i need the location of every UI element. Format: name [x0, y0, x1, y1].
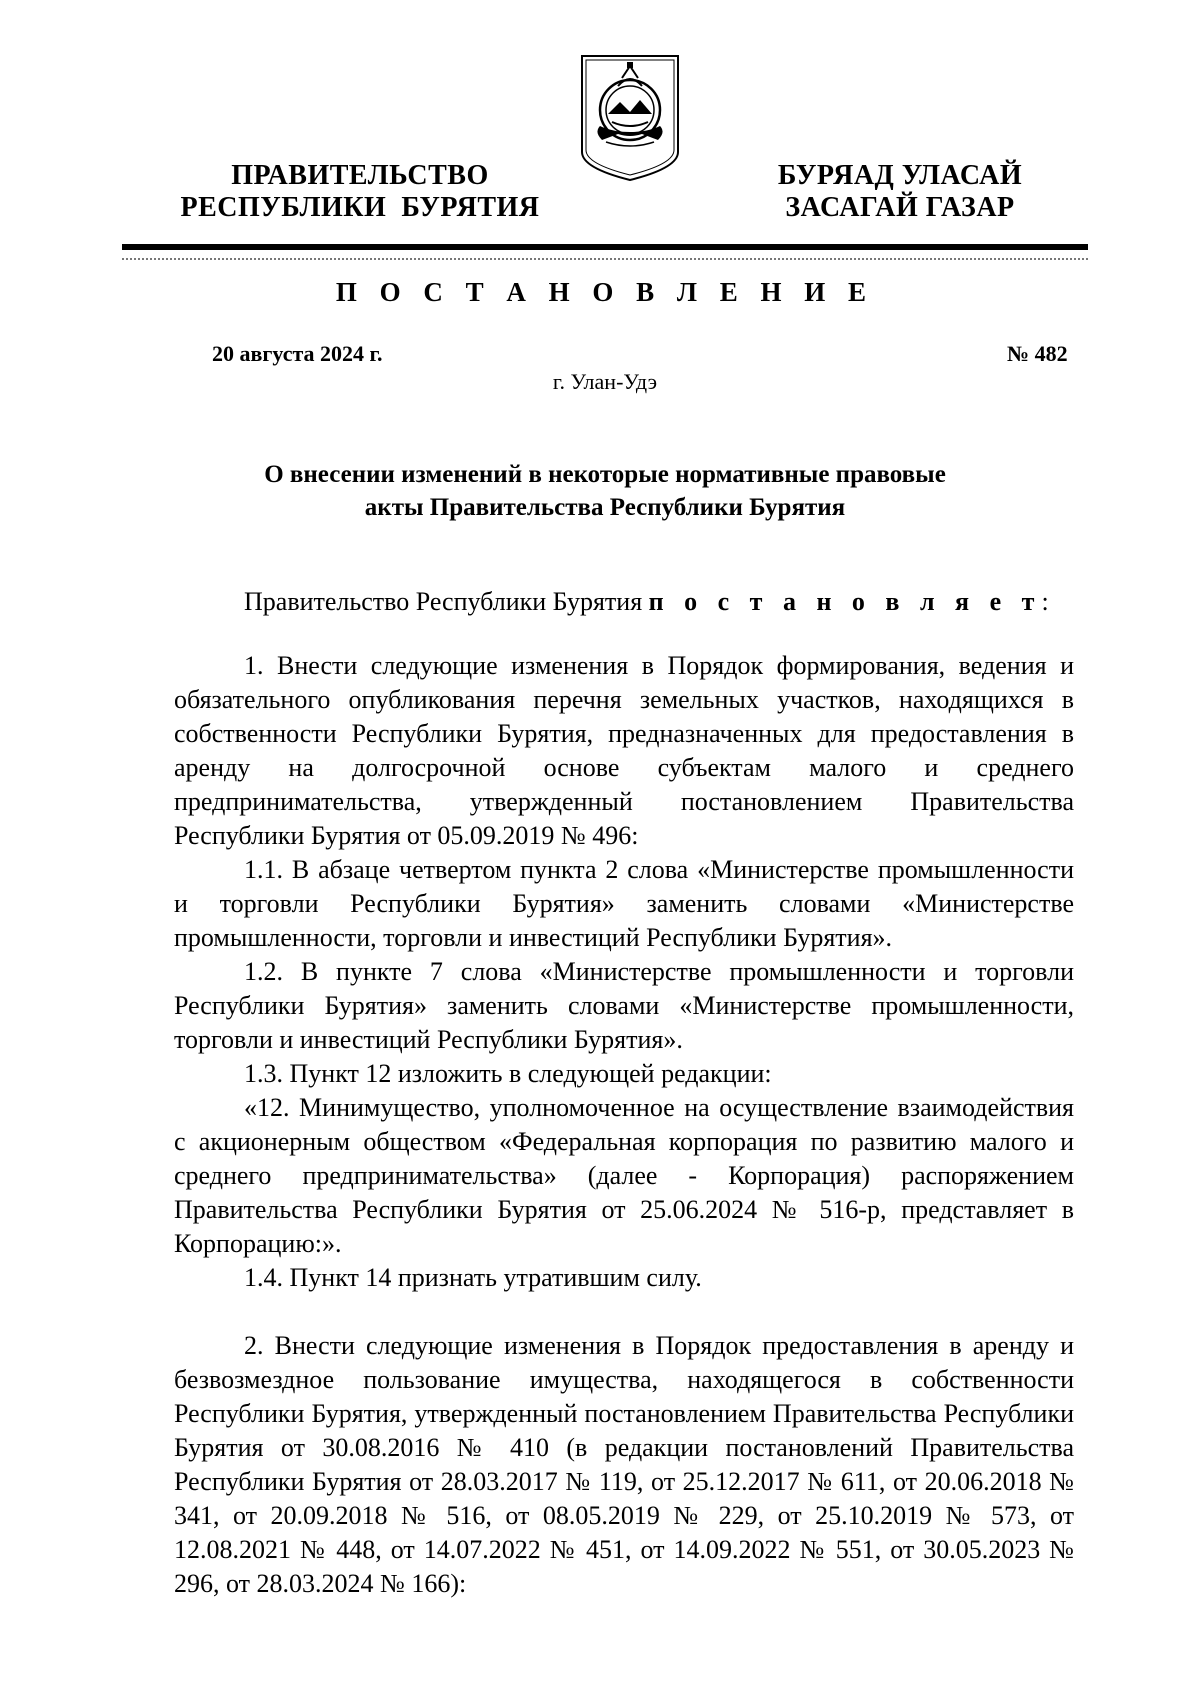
- document-date: 20 августа 2024 г.: [212, 341, 383, 366]
- paragraph-2: 2. Внести следующие изменения в Порядок предоставления в аренду и безвозмездное пользование имущества, находящегося в собственности Республики Бурятия, утвержденный постановлением Правительства Республики Бурятия от 30.08.2016 № 410 (в редакции постановлений Правительства Республики Бурятия от 28.03.2017 № 119, от 25.12.2017 № 611, от 20.06.2018 № 341, от 20.09.2018 № 516, от 08.05.2019 № 229, от 25.10.2019 № 573, от 12.08.2021 № 448, от 14.07.2022 № 451, от 14.09.2022 № 551, от 30.05.2023 № 296, от 28.03.2024 № 166):: [174, 1331, 1074, 1598]
- header-divider-thin: [122, 258, 1088, 260]
- document-title-line1: О внесении изменений в некоторые нормативные правовые: [264, 461, 946, 488]
- header-right-line2: ЗАСАГАЙ ГАЗАР: [785, 192, 1015, 223]
- decree-subject: Правительство Республики Бурятия: [244, 587, 643, 616]
- paragraph-1-1: 1.1. В абзаце четвертом пункта 2 слова «Министерстве промышленности и торговли Республики Бурятия» заменить словами «Министерстве промышленности, торговли и инвестиций Республики Бурятия».: [174, 855, 1074, 952]
- paragraph-1-3-quote: «12. Минимущество, уполномоченное на осуществление взаимодействия с акционерным обществом «Федеральная корпорация по развитию малого и среднего предпринимательства» (далее - Корпорация) распоряжением Правительства Республики Бурятия от 25.06.2024 № 516-р, представляет в Корпорацию:».: [174, 1093, 1074, 1258]
- header-left-line1: ПРАВИТЕЛЬСТВО: [231, 160, 489, 191]
- paragraph-1-3: 1.3. Пункт 12 изложить в следующей редакции:: [244, 1059, 772, 1088]
- document-title-line2: акты Правительства Республики Бурятия: [364, 494, 846, 521]
- paragraph-1-2: 1.2. В пункте 7 слова «Министерстве промышленности и торговли Республики Бурятия» заменить словами «Министерстве промышленности, торговли и инвестиций Республики Бурятия».: [174, 957, 1074, 1054]
- decree-verb: п о с т а н о в л я е т: [648, 587, 1042, 616]
- header-divider-thick: [122, 244, 1088, 250]
- document-number: № 482: [1007, 341, 1068, 366]
- decree-line: [174, 585, 1074, 619]
- document-type: П О С Т А Н О В Л Е Н И Е: [335, 277, 875, 307]
- paragraph-1-4: 1.4. Пункт 14 признать утратившим силу.: [244, 1263, 702, 1292]
- header-right-line1: БУРЯАД УЛАСАЙ: [777, 160, 1023, 191]
- header-government-bua: [740, 160, 1060, 224]
- document-city: г. Улан-Удэ: [552, 369, 658, 394]
- paragraph-1: 1. Внести следующие изменения в Порядок формирования, ведения и обязательного опубликования перечня земельных участков, находящихся в собственности Республики Бурятия, предназначенных для предоставления в аренду на долгосрочной основе субъектам малого и среднего предпринимательства, утвержденный постановлением Правительства Республики Бурятия от 05.09.2019 № 496:: [174, 651, 1074, 850]
- header-government-ru: [160, 160, 560, 224]
- decree-colon: :: [1041, 587, 1049, 616]
- header-left-line2: РЕСПУБЛИКИ БУРЯТИЯ: [180, 192, 540, 223]
- document-title: [180, 458, 1030, 524]
- document-body: [174, 585, 1074, 1601]
- coat-of-arms-icon: [578, 52, 682, 182]
